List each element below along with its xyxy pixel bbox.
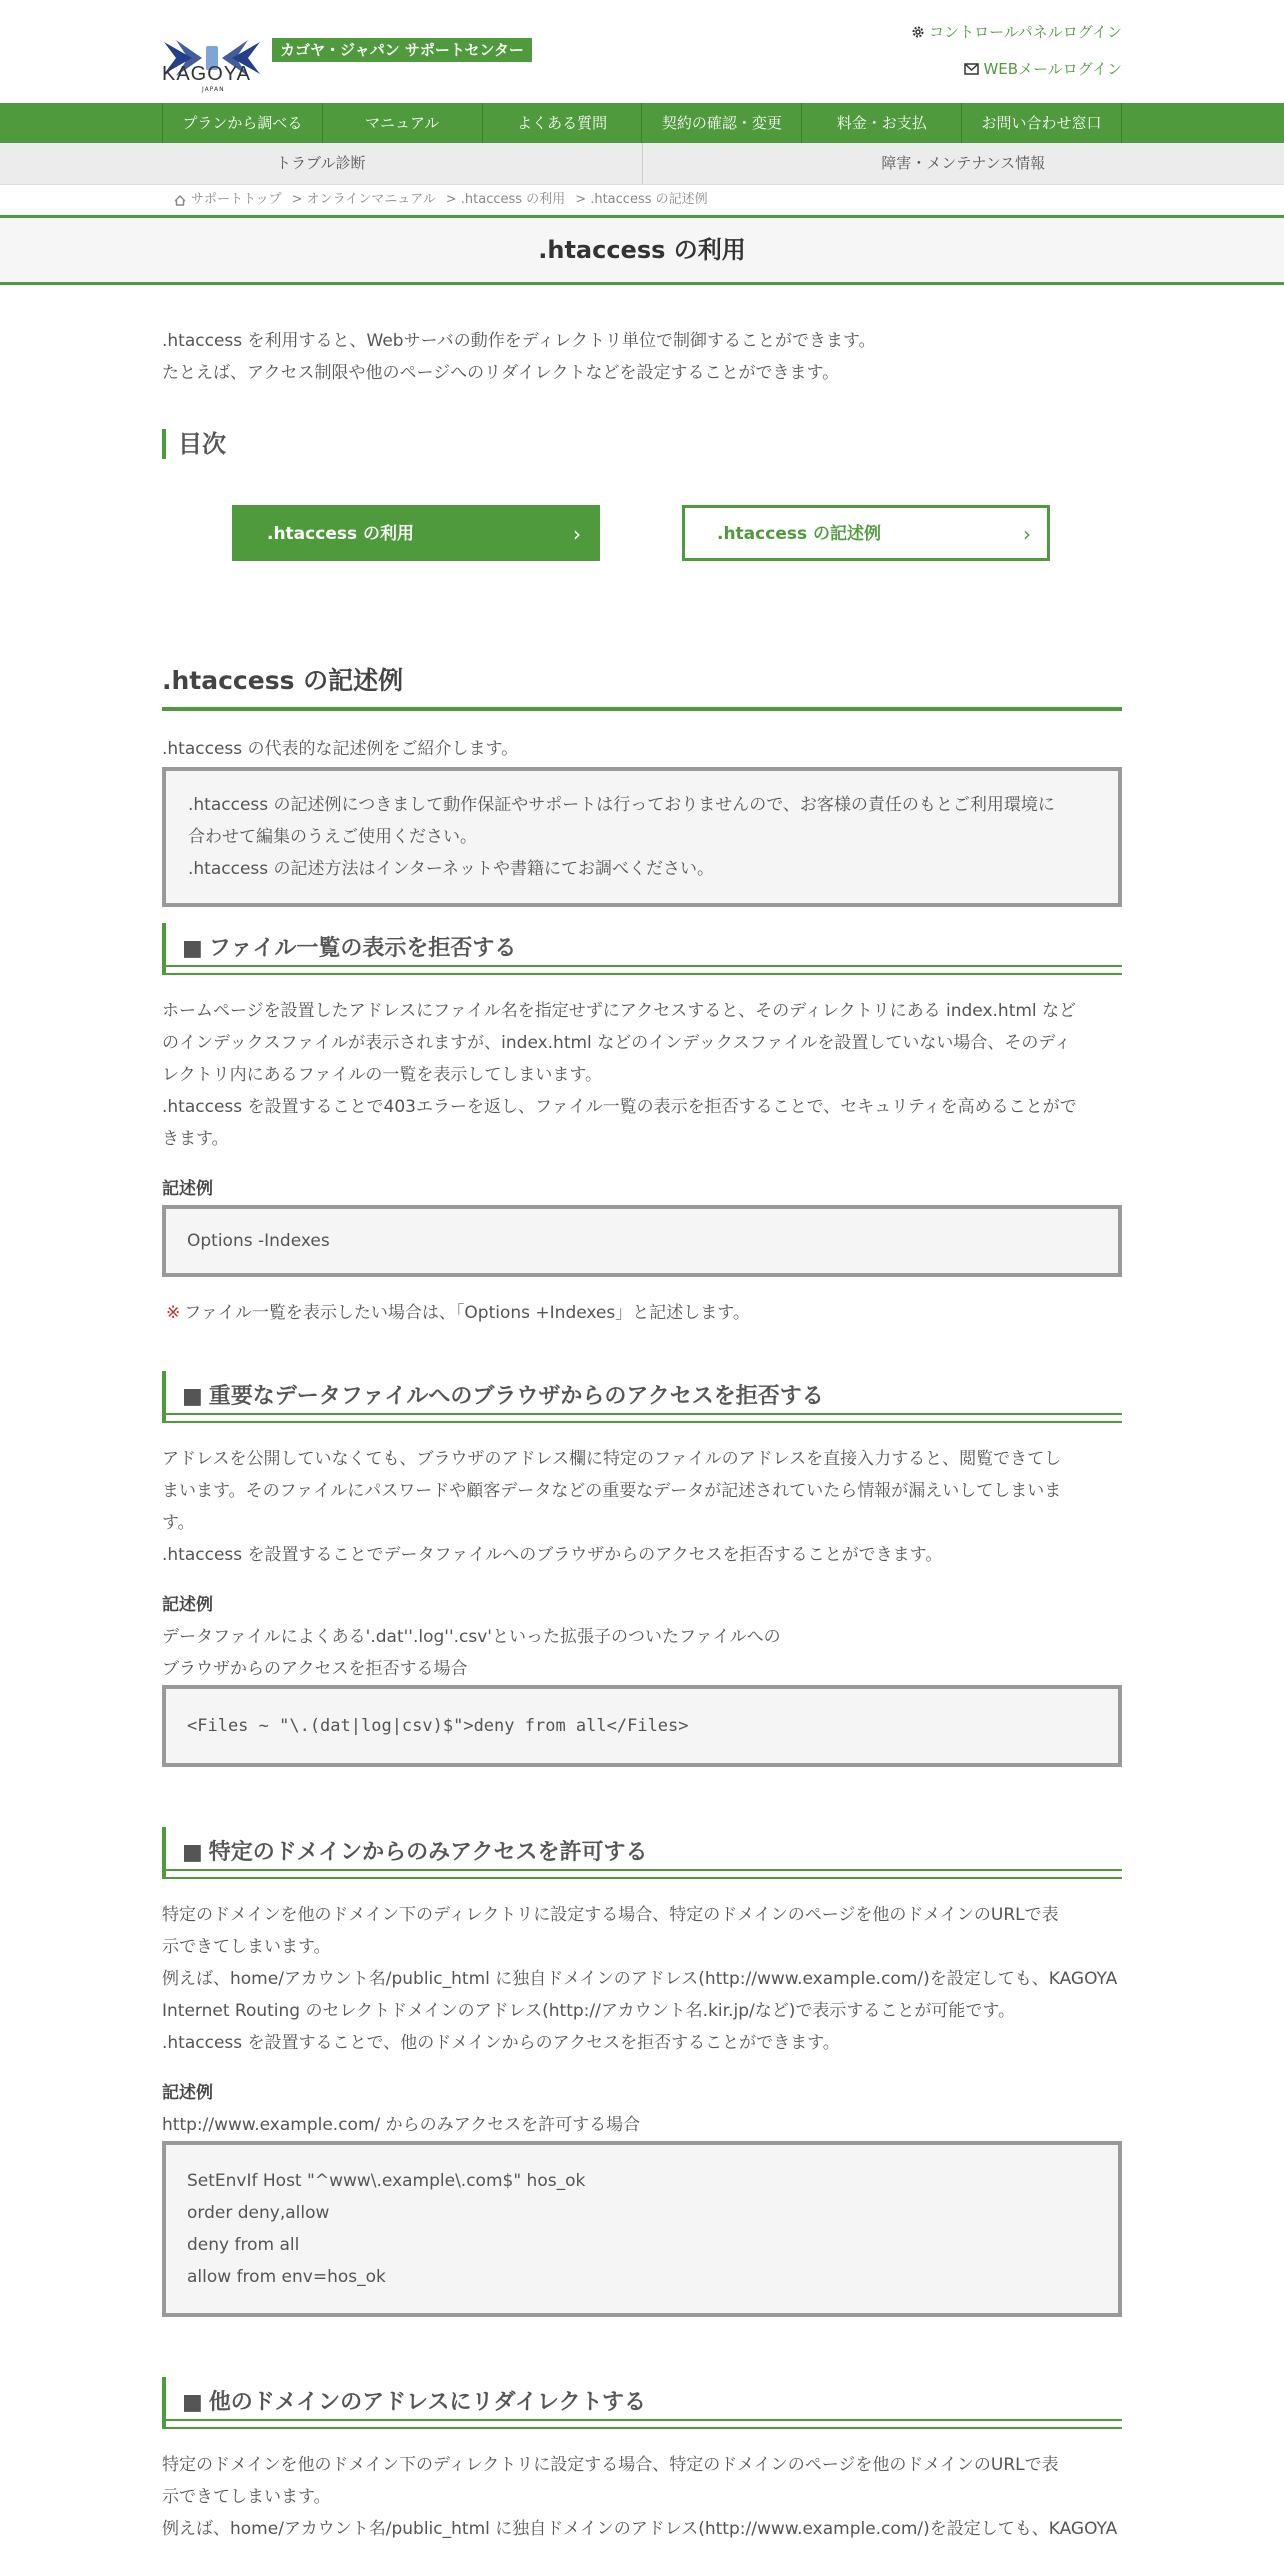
code-block	[162, 2141, 1122, 2317]
example-heading-label: ファイル一覧の表示を拒否する	[208, 936, 517, 961]
reference-mark-icon: ※	[166, 1303, 181, 1323]
control-panel-login-link[interactable]	[911, 20, 1122, 44]
breadcrumb-current: > .htaccess の記述例	[575, 192, 708, 207]
site-name-badge[interactable]: カゴヤ・ジャパン サポートセンター	[272, 38, 532, 62]
square-marker-icon: ■	[182, 936, 203, 961]
desc-line: ブラウザからのアクセスを拒否する場合	[162, 1659, 468, 1679]
example-label: 記述例	[162, 2083, 213, 2103]
body-line: 例えば、home/アカウント名/public_html に独自ドメインのアドレス(http://www.example.com/)を設定しても、KAGOYA	[162, 2519, 1118, 2539]
body-line: .htaccess を設置することで403エラーを返し、ファイル一覧の表示を拒否することで、セキュリティを高めることがで	[162, 1097, 1077, 1117]
square-marker-icon: ■	[182, 1840, 203, 1865]
disclaimer-line: .htaccess の記述例につきまして動作保証やサポートは行っておりませんので、お客様の責任のもとご利用環境に	[188, 795, 1055, 815]
body-line: ホームページを設置したアドレスにファイル名を指定せずにアクセスすると、そのディレクトリにある index.html など	[162, 1001, 1077, 1021]
intro-line: .htaccess を利用すると、Webサーバの動作をディレクトリ単位で制御することができます。	[162, 331, 876, 351]
chevron-right-icon: ›	[573, 522, 581, 546]
logo-text: KAGOYA	[162, 63, 251, 85]
body-line: きます。	[162, 1129, 229, 1149]
square-marker-icon: ■	[182, 2390, 203, 2415]
body-line: Internet Routing のセレクトドメインのアドレス(http://アカウント名.kir.jp/など)で表示することが可能です。	[162, 2001, 1015, 2021]
footnote-text: ファイル一覧を表示したい場合は、「Options +Indexes」と記述します。	[184, 1303, 750, 1323]
body-line: 特定のドメインを他のドメイン下のディレクトリに設定する場合、特定のドメインのページを他のドメインのURLで表	[162, 2455, 1059, 2475]
toc-item-label: .htaccess の記述例	[717, 524, 881, 544]
example-heading-deny-data-files	[162, 1371, 1122, 1423]
webmail-login-label: WEBメールログイン	[983, 60, 1122, 78]
example-body	[162, 1443, 1122, 1571]
nav-item-contact[interactable]: お問い合わせ窓口	[962, 103, 1122, 143]
webmail-login-link[interactable]	[964, 57, 1122, 81]
example-desc	[162, 1621, 1122, 1685]
toc-item-htaccess-examples[interactable]	[682, 505, 1050, 561]
body-line: アドレスを公開していなくても、ブラウザのアドレス欄に特定のファイルのアドレスを直接入力すると、閲覧できてし	[162, 1449, 1062, 1469]
intro-text	[162, 325, 1122, 389]
code-line: SetEnvIf Host "^www\.example\.com$" hos_ok	[187, 2171, 586, 2191]
code-line: allow from env=hos_ok	[187, 2267, 386, 2287]
body-line: .htaccess を設置することで、他のドメインからのアクセスを拒否することができます。	[162, 2033, 840, 2053]
logo-subtext: JAPAN	[202, 86, 225, 93]
body-line: のインデックスファイルが表示されますが、index.html などのインデックスファイルを設置していない場合、そのディ	[162, 1033, 1071, 1053]
example-body	[162, 995, 1122, 1155]
subnav-item-troubleshoot[interactable]: トラブル診断	[276, 154, 366, 172]
chevron-right-icon: ›	[1023, 522, 1031, 546]
body-line: 例えば、home/アカウント名/public_html に独自ドメインのアドレス(http://www.example.com/)を設定しても、KAGOYA	[162, 1969, 1118, 1989]
disclaimer-line: .htaccess の記述方法はインターネットや書籍にてお調べください。	[188, 859, 714, 879]
body-line: 示できてしまいます。	[162, 1937, 331, 1957]
page-title-bar	[0, 215, 1284, 285]
intro-line: たとえば、アクセス制限や他のページへのリダイレクトなどを設定することができます。	[162, 363, 840, 383]
body-line: 特定のドメインを他のドメイン下のディレクトリに設定する場合、特定のドメインのページを他のドメインのURLで表	[162, 1905, 1059, 1925]
example-heading-redirect	[162, 2377, 1122, 2429]
mail-icon	[964, 63, 979, 75]
square-marker-icon: ■	[182, 1384, 203, 1409]
code-line: deny from all	[187, 2235, 300, 2255]
body-line: レクトリ内にあるファイルの一覧を表示してしまいます。	[162, 1065, 602, 1085]
toc-heading: 目次	[162, 429, 1122, 459]
code-block	[162, 1205, 1122, 1277]
code-line: order deny,allow	[187, 2203, 330, 2223]
nav-item-billing[interactable]: 料金・お支払	[802, 103, 962, 143]
control-panel-login-label: コントロールパネルログイン	[929, 23, 1122, 41]
section-heading: .htaccess の記述例	[162, 661, 1122, 711]
toc-item-label: .htaccess の利用	[267, 524, 414, 544]
example-heading-deny-listing	[162, 923, 1122, 975]
nav-item-faq[interactable]: よくある質問	[483, 103, 643, 143]
example-heading-allow-domain	[162, 1827, 1122, 1879]
example-footnote	[162, 1297, 1122, 1329]
example-body	[162, 2449, 1122, 2545]
disclaimer-box	[162, 767, 1122, 907]
nav-item-plans[interactable]: プランから調べる	[163, 103, 323, 143]
page-title: .htaccess の利用	[538, 236, 746, 264]
example-desc: http://www.example.com/ からのみアクセスを許可する場合	[162, 2115, 641, 2135]
code-block	[162, 1685, 1122, 1767]
code-line: <Files ~ "\.(dat|log|csv)$">deny from all</Files>	[187, 1716, 689, 1736]
body-line: す。	[162, 1513, 195, 1533]
site-header	[0, 0, 1284, 103]
example-heading-label: 重要なデータファイルへのブラウザからのアクセスを拒否する	[208, 1384, 824, 1409]
disclaimer-line: 合わせて編集のうえご使用ください。	[188, 827, 477, 847]
breadcrumb	[162, 185, 1122, 215]
code-line: Options -Indexes	[187, 1231, 330, 1251]
breadcrumb-support-top[interactable]: サポートトップ	[191, 192, 282, 207]
home-icon	[174, 195, 186, 206]
desc-line: データファイルによくある'.dat''.log''.csv'といった拡張子のついたファイルへの	[162, 1627, 781, 1647]
toc-list	[232, 505, 1050, 561]
global-nav	[0, 103, 1284, 143]
example-label: 記述例	[162, 1595, 213, 1615]
gear-icon	[911, 25, 925, 39]
subnav-item-maintenance[interactable]: 障害・メンテナンス情報	[642, 143, 1284, 184]
nav-item-contract[interactable]: 契約の確認・変更	[642, 103, 802, 143]
example-heading-label: 特定のドメインからのみアクセスを許可する	[208, 1840, 648, 1865]
breadcrumb-htaccess-usage[interactable]: > .htaccess の利用	[445, 192, 566, 207]
section-lead: .htaccess の代表的な記述例をご紹介します。	[162, 739, 519, 759]
nav-item-manual[interactable]: マニュアル	[323, 103, 483, 143]
body-line: 示できてしまいます。	[162, 2487, 331, 2507]
breadcrumb-online-manual[interactable]: > オンラインマニュアル	[291, 192, 436, 207]
toc-item-htaccess-usage[interactable]	[232, 505, 600, 561]
example-heading-label: 他のドメインのアドレスにリダイレクトする	[208, 2390, 646, 2415]
example-body	[162, 1899, 1122, 2059]
example-label: 記述例	[162, 1179, 213, 1199]
body-line: まいます。そのファイルにパスワードや顧客データなどの重要なデータが記述されていたら情報が漏えいしてしまいま	[162, 1481, 1062, 1501]
body-line: .htaccess を設置することでデータファイルへのブラウザからのアクセスを拒否することができます。	[162, 1545, 943, 1565]
main-content	[162, 325, 1122, 2545]
sub-nav	[0, 143, 1284, 185]
